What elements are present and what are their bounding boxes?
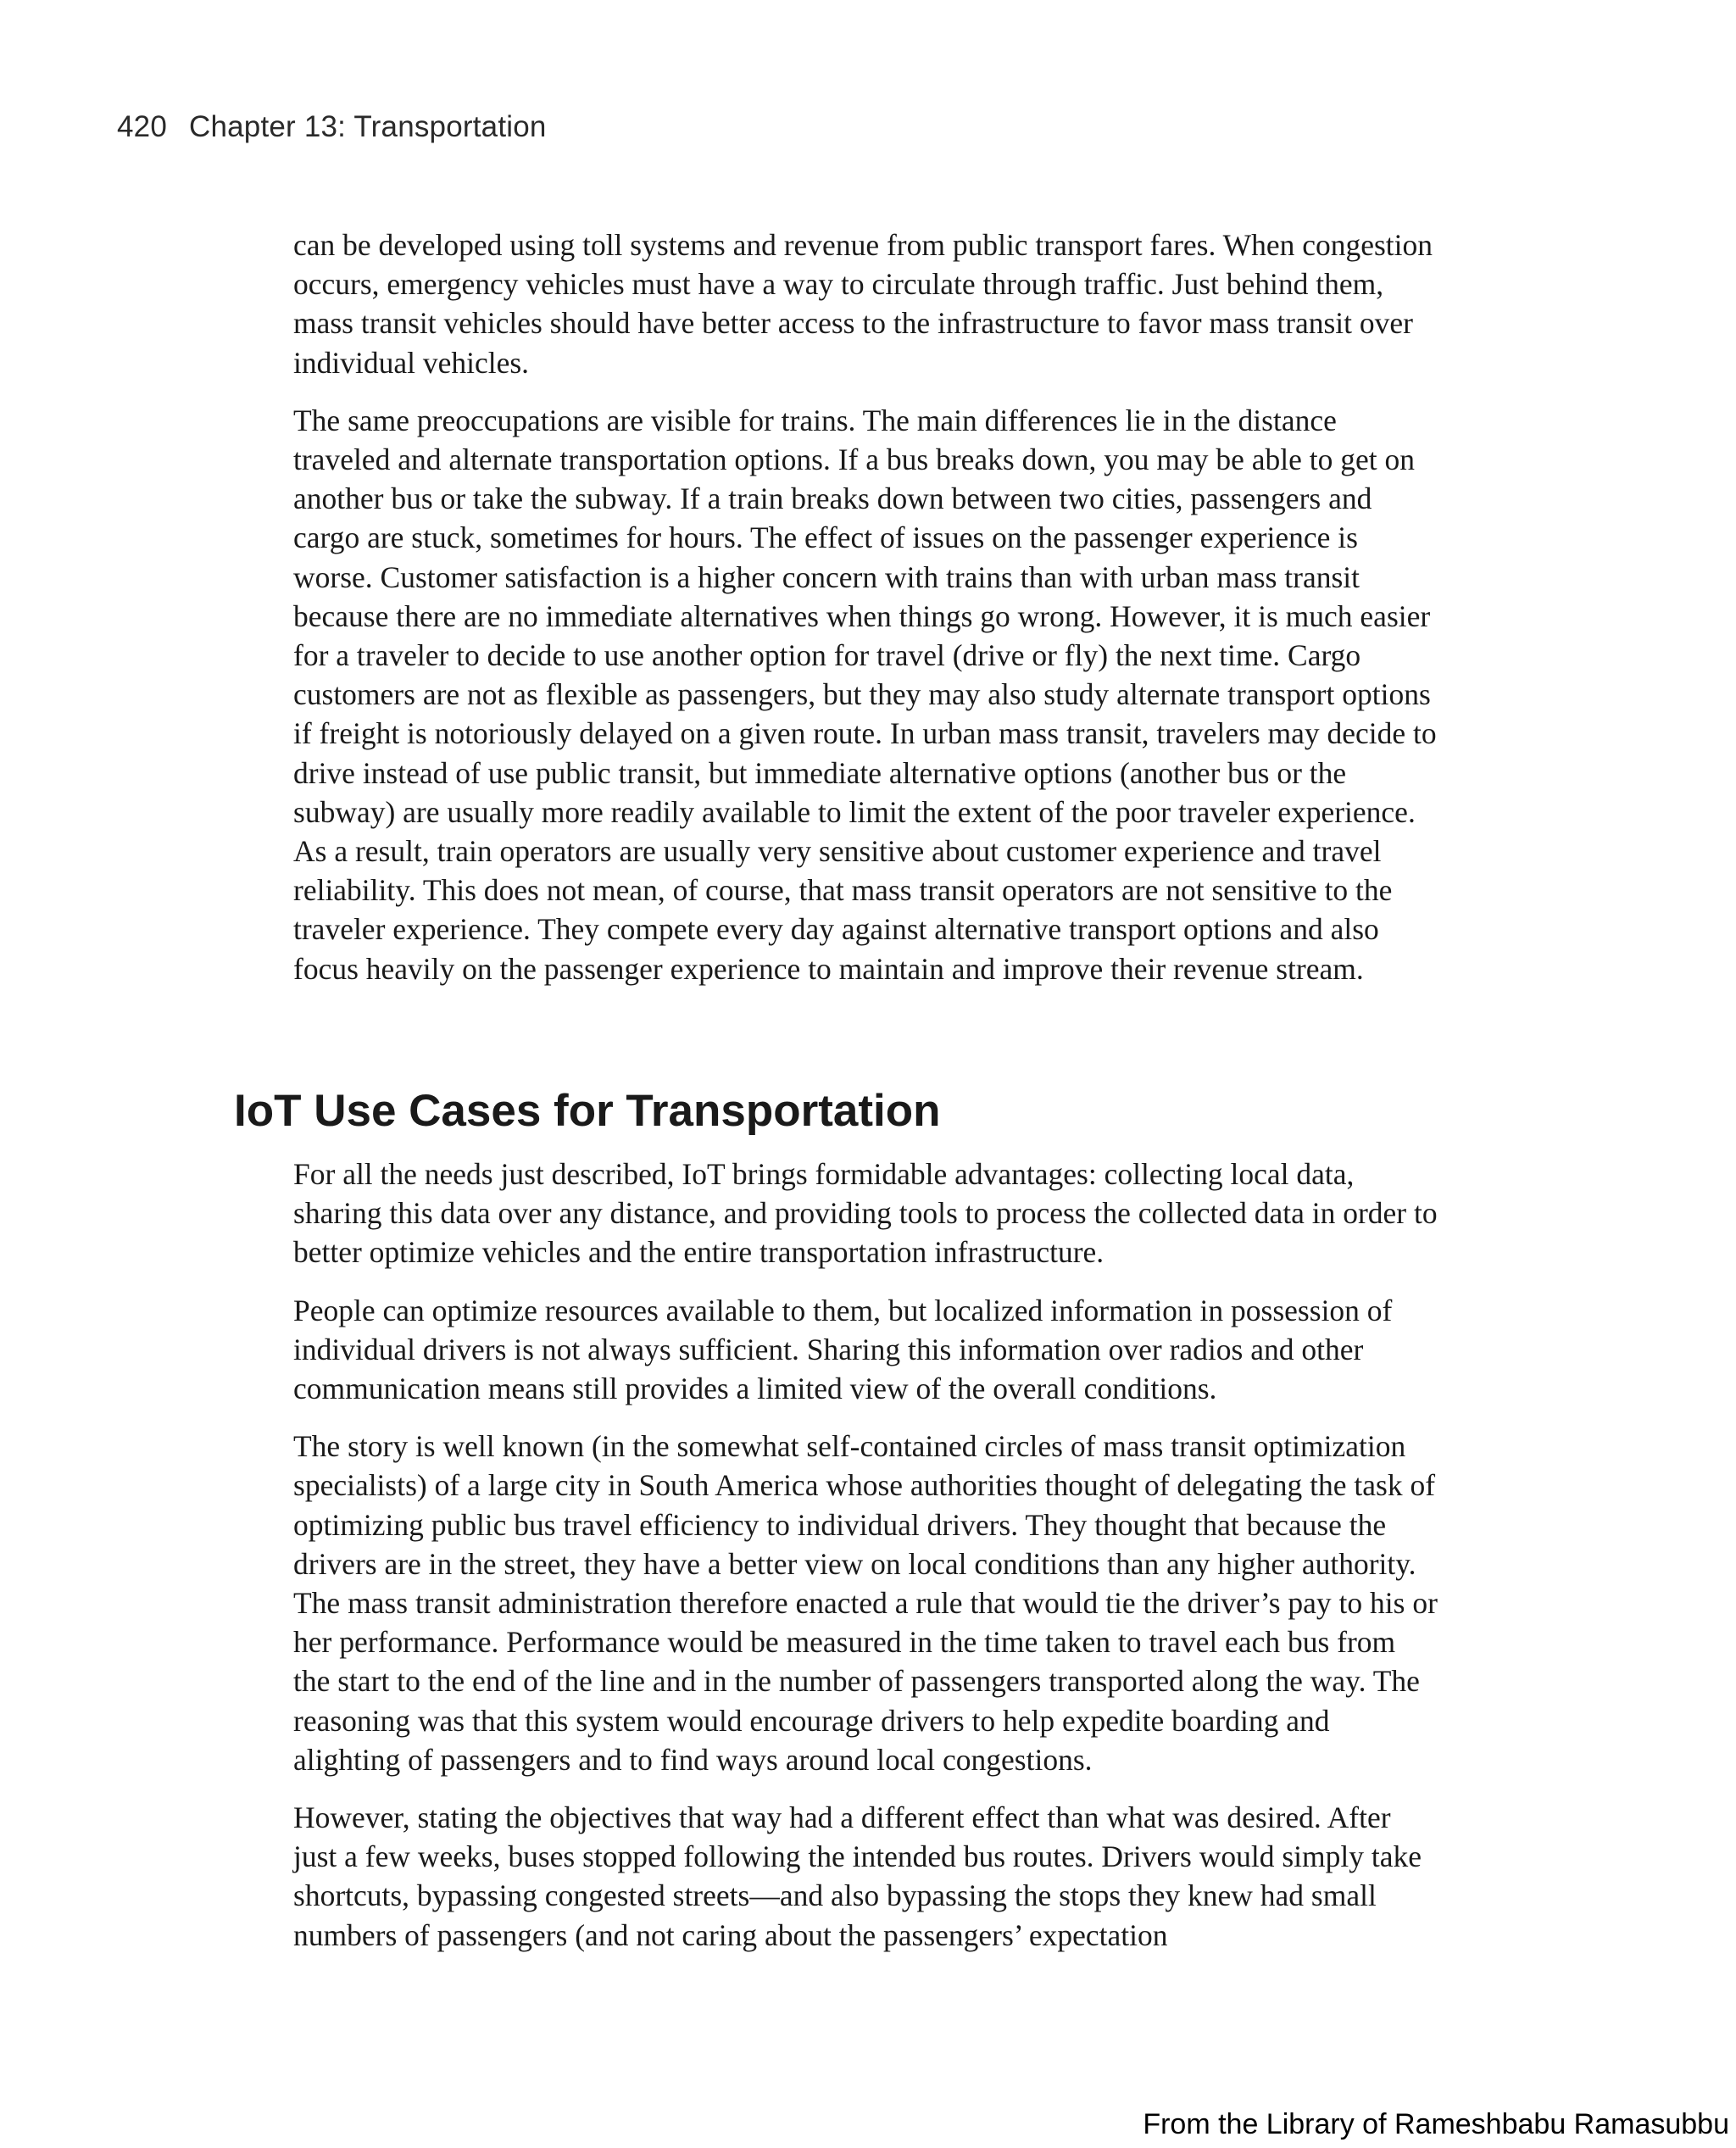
paragraph: People can optimize resources available to them, but localized information in possession of individual drivers is not always sufficient. Sharing this information over radios and other communication means still provides a limited view of the overall conditions.	[293, 1293, 1393, 1406]
chapter-title: Chapter 13: Transportation	[189, 110, 547, 143]
page-number: 420	[117, 110, 167, 143]
paragraph: The story is well known (in the somewhat self-contained circles of mass transit optimization specialists) of a large city in South America whose authorities thought of delegating the task of optimizing public bus travel efficiency to individual drivers. They thought that because the drivers are in the street, they have a better view on local conditions than any higher authority. The mass transit administration therefore enacted a rule that would tie the driver’s pay to his or her performance. Performance would be measured in the time taken to travel each bus from the start to the end of the line and in the number of passengers transported along the way. The reasoning was that this system would encourage drivers to help expedite boarding and alighting of passengers and to find ways around local congestions.	[293, 1429, 1438, 1777]
section-heading: IoT Use Cases for Transportation	[234, 1086, 941, 1136]
body-text-top	[293, 225, 1438, 1007]
body-text-bottom	[293, 1155, 1438, 1973]
paragraph: can be developed using toll systems and revenue from public transport fares. When congestion occurs, emergency vehicles must have a way to circulate through traffic. Just behind them, mass transit vehicles should have better access to the infrastructure to favor mass transit over individual vehicles.	[293, 228, 1433, 380]
running-header	[117, 110, 547, 144]
library-watermark: From the Library of Rameshbabu Ramasubbu	[1143, 2108, 1729, 2140]
paragraph: The same preoccupations are visible for trains. The main differences lie in the distance traveled and alternate transportation options. If a bus breaks down, you may be able to get on another bus or take the subway. If a train breaks down between two cities, passengers and cargo are stuck, sometimes for hours. The effect of issues on the passenger experience is worse. Customer satisfaction is a higher concern with trains than with urban mass transit because there are no immediate alternatives when things go wrong. However, it is much easier for a traveler to decide to use another option for travel (drive or fly) the next time. Cargo customers are not as flexible as passengers, but they may also study alternate transport options if freight is notoriously delayed on a given route. In urban mass transit, travelers may decide to drive instead of use public transit, but immediate alternative options (another bus or the subway) are usually more readily available to limit the extent of the poor traveler experience. As a result, train operators are usually very sensitive about customer experience and travel reliability. This does not mean, of course, that mass transit operators are not sensitive to the traveler experience. They compete every day against alternative transport options and also focus heavily on the passenger experience to maintain and improve their revenue stream.	[293, 403, 1437, 986]
paragraph: However, stating the objectives that way had a different effect than what was desired. After just a few weeks, buses stopped following the intended bus routes. Drivers would simply take shortcuts, bypassing congested streets—and also bypassing the stops they knew had small numbers of passengers (and not caring about the passengers’ expectation	[293, 1800, 1422, 1952]
paragraph: For all the needs just described, IoT brings formidable advantages: collecting local data, sharing this data over any distance, and providing tools to process the collected data in order to better optimize vehicles and the entire transportation infrastructure.	[293, 1157, 1438, 1270]
